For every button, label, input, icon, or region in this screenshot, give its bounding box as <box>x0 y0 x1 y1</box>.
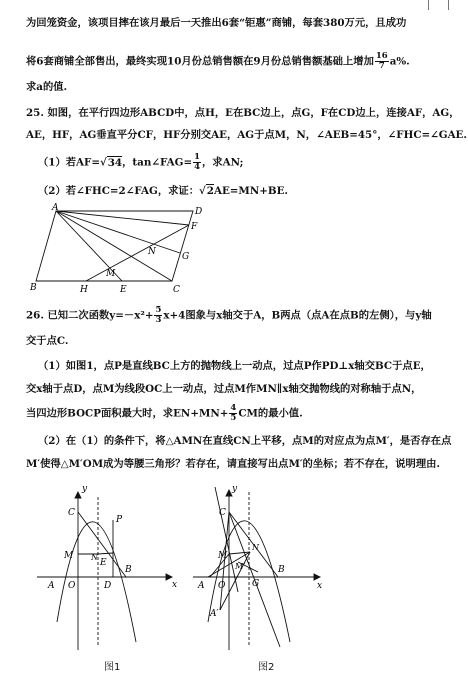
fig1-label-A: A <box>48 581 55 591</box>
q25-part-1: （1）若AF=√34，tan∠FAG= $\frac{1}{4}$ ，求AN; <box>38 152 244 172</box>
q26-part-1-line-1: （1）如图1，点P是直线BC上方的抛物线上一动点，过点P作PD⊥x轴交BC于点E， <box>38 360 431 372</box>
fig1-label-P: P <box>116 515 123 525</box>
q26-figure-2 <box>190 482 340 652</box>
fraction-4-5: $\frac{4}{5}$ <box>230 403 237 423</box>
label-C: C <box>173 285 180 295</box>
q26-part-2-line-2: M′使得△M′OM成为等腰三角形？若存在，请直接写出点M′的坐标；若不存在，说明理由. <box>26 458 441 470</box>
fig1-label-N: N <box>91 553 98 562</box>
q26-line-2: 交于点C. <box>26 335 69 347</box>
label-B: B <box>30 283 37 293</box>
fraction-5-3: $\frac{5}{3}$ <box>155 305 162 325</box>
fig1-label-M: M <box>64 551 74 561</box>
q26-figure-1 <box>32 482 192 652</box>
label-F: F <box>191 222 198 232</box>
fig1-label-C: C <box>68 508 75 518</box>
q25-line-1: 25. 如图，在平行四边形ABCD中，点H，E在BC边上，点G，F在CD边上，连接AF，AG， <box>26 107 460 119</box>
fig2-label-M: M <box>218 551 228 561</box>
label-G: G <box>182 252 190 262</box>
q26-part-1-line-2: 交x轴于点D，点M为线段OC上一动点，过点M作MN∥x轴交抛物线的对称轴于点N， <box>26 383 422 395</box>
q26-number: 26. <box>26 309 44 322</box>
fraction-1-4: $\frac{1}{4}$ <box>194 152 200 172</box>
label-A: A <box>52 203 59 213</box>
label-H: H <box>80 285 88 295</box>
fig2-label-C: C <box>219 508 226 518</box>
intro-line-1: 为回笼资金，该项目摔在该月最后一天推出6套“钜惠”商铺，每套380万元，且成功 <box>26 17 407 29</box>
q25-part-2: （2）若∠FHC=2∠FAG，求证：√2AE=MN+BE. <box>38 185 289 197</box>
intro-line-2: 将6套商铺全部售出，最终实现10月份总销售额在9月份总销售额基础上增加 $\frac{16}{7}$ a%. <box>26 51 410 71</box>
fig2-caption: 图2 <box>258 662 275 673</box>
fig1-label-B: B <box>125 565 132 575</box>
fig1-label-D: D <box>104 581 112 591</box>
fig2-label-O: O <box>218 581 226 591</box>
corner-mark-left <box>428 0 429 10</box>
fig2-label-N: N <box>252 543 259 552</box>
fig2-label-B: B <box>278 565 285 575</box>
fig2-label-G: G <box>252 579 260 589</box>
q26-part-2-line-1: （2）在（1）的条件下，将△AMN在直线CN上平移，点M的对应点为点M′，是否存在点 <box>38 435 452 447</box>
fig1-axis-y: y <box>82 484 88 494</box>
fig2-label-A-prime: A′ <box>210 609 219 619</box>
q26-part-1-line-3: 当四边形BOCP面积最大时，求EN+MN+ $\frac{4}{5}$ CM的最小值. <box>26 403 303 423</box>
label-N: N <box>148 247 156 257</box>
fig1-label-O: O <box>68 581 76 591</box>
fig2-axis-y: y <box>232 484 238 494</box>
fig2-label-M-prime: M′ <box>235 562 246 571</box>
fraction-16-7: $\frac{16}{7}$ <box>375 51 388 71</box>
q25-number: 25. <box>26 107 44 119</box>
q25-figure-parallelogram <box>30 202 230 296</box>
label-E: E <box>120 285 127 295</box>
fig2-axis-x: x <box>317 581 323 591</box>
fig1-label-E: E <box>100 558 107 568</box>
label-D: D <box>195 207 203 217</box>
fig1-axis-x: x <box>172 580 178 590</box>
fig1-caption: 图1 <box>104 662 121 673</box>
corner-mark-right <box>448 0 449 10</box>
intro-line-3: 求a的值. <box>26 81 68 93</box>
label-M: M <box>106 269 116 279</box>
q25-line-2: AE，HF，AG垂直平分CF，HF分别交AE，AG于点M，N，∠AEB=45°，∠FHC=∠GAE. <box>26 129 467 141</box>
q26-line-1: 26. 已知二次函数y=－x²+ $\frac{5}{3}$ x+4图象与x轴交于A，B两点（点A在点B的左侧），与y轴 <box>26 305 432 325</box>
fig2-label-A: A <box>198 581 205 591</box>
